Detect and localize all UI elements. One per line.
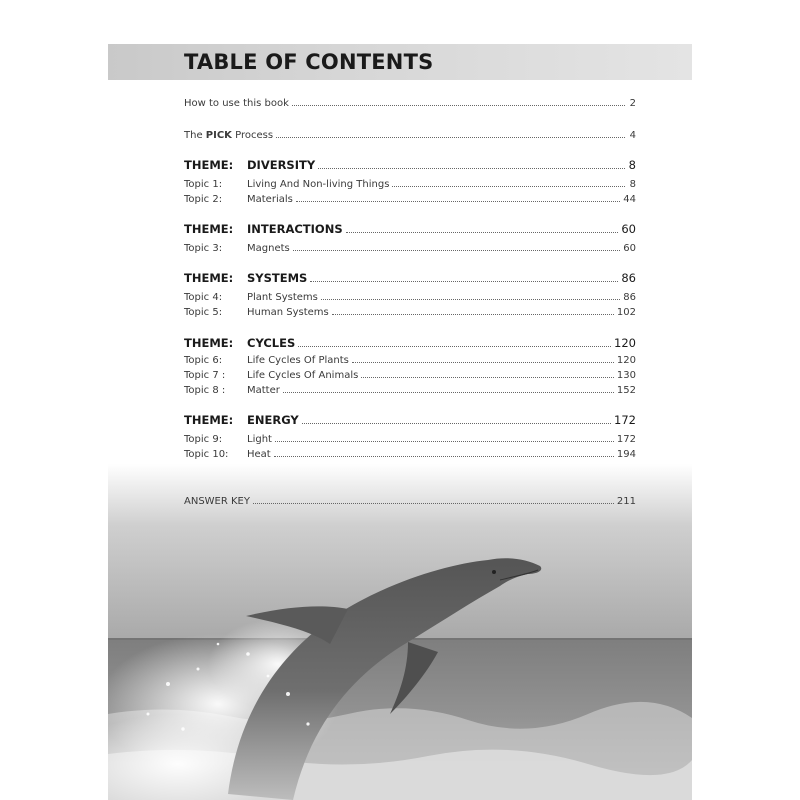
- topic-page: 102: [616, 307, 636, 318]
- theme-label: THEME:: [184, 336, 234, 350]
- topic-1[interactable]: [184, 176, 636, 190]
- theme-name: ENERGY: [247, 413, 299, 427]
- dot-leader: [253, 503, 614, 504]
- topic-page: 86: [623, 292, 636, 303]
- toc-entry-label-suffix: Process: [231, 130, 274, 141]
- topic-title: Human Systems: [247, 307, 329, 318]
- topic-number: Topic 3:: [184, 243, 223, 254]
- topic-7[interactable]: [184, 367, 636, 381]
- toc-entry-answer-key[interactable]: [184, 493, 636, 507]
- topic-2[interactable]: [184, 191, 636, 205]
- toc-entry-label: ANSWER KEY: [184, 496, 250, 507]
- topic-page: 44: [623, 194, 636, 205]
- toc-entry-label-prefix: The: [184, 130, 206, 141]
- topic-number: Topic 10:: [184, 449, 229, 460]
- topic-number: Topic 7 :: [184, 370, 226, 381]
- dot-leader: [392, 186, 625, 187]
- dot-leader: [332, 314, 614, 315]
- theme-name: DIVERSITY: [247, 158, 316, 172]
- topic-number: Topic 9:: [184, 434, 223, 445]
- topic-page: 8: [629, 179, 636, 190]
- toc-entry-page: 4: [629, 130, 636, 141]
- theme-page: 120: [614, 336, 636, 350]
- topic-3[interactable]: [184, 240, 636, 254]
- topic-page: 120: [616, 355, 636, 366]
- toc-entry-page: 2: [629, 98, 636, 109]
- topic-9[interactable]: [184, 431, 636, 445]
- page-title: TABLE OF CONTENTS: [184, 50, 434, 74]
- topic-page: 172: [616, 434, 636, 445]
- theme-label: THEME:: [184, 222, 234, 236]
- dot-leader: [293, 250, 621, 251]
- topic-title: Matter: [247, 385, 280, 396]
- topic-page: 194: [616, 449, 636, 460]
- dot-leader: [318, 168, 625, 169]
- dot-leader: [346, 232, 619, 233]
- topic-title: Life Cycles Of Animals: [247, 370, 359, 381]
- dot-leader: [361, 377, 614, 378]
- topic-title: Plant Systems: [247, 292, 318, 303]
- topic-number: Topic 4:: [184, 292, 223, 303]
- theme-label: THEME:: [184, 271, 234, 285]
- topic-4[interactable]: [184, 289, 636, 303]
- toc-entry-how-to-use[interactable]: [184, 95, 636, 109]
- dot-leader: [275, 441, 614, 442]
- dot-leader: [298, 346, 611, 347]
- topic-5[interactable]: [184, 304, 636, 318]
- dot-leader: [274, 456, 614, 457]
- topic-title: Light: [247, 434, 272, 445]
- theme-name: INTERACTIONS: [247, 222, 343, 236]
- toc-entry-pick-process[interactable]: [184, 127, 636, 141]
- topic-title: Life Cycles Of Plants: [247, 355, 349, 366]
- topic-title: Materials: [247, 194, 293, 205]
- dot-leader: [296, 201, 620, 202]
- theme-page: 86: [621, 271, 636, 285]
- topic-number: Topic 2:: [184, 194, 223, 205]
- theme-page: 60: [621, 222, 636, 236]
- topic-number: Topic 5:: [184, 307, 223, 318]
- theme-page: 8: [628, 158, 636, 172]
- toc-entry-page: 211: [616, 496, 636, 507]
- book-page: [108, 44, 692, 800]
- theme-name: SYSTEMS: [247, 271, 308, 285]
- topic-title: Heat: [247, 449, 271, 460]
- topic-title: Magnets: [247, 243, 290, 254]
- theme-systems[interactable]: [184, 269, 636, 285]
- toc-entry-label: How to use this book: [184, 98, 289, 109]
- theme-interactions[interactable]: [184, 220, 636, 236]
- topic-number: Topic 1:: [184, 179, 223, 190]
- theme-diversity[interactable]: [184, 156, 636, 172]
- topic-title: Living And Non-living Things: [247, 179, 390, 190]
- dolphin-photo: [108, 464, 692, 800]
- theme-energy[interactable]: [184, 411, 636, 427]
- topic-8[interactable]: [184, 382, 636, 396]
- topic-6[interactable]: [184, 352, 636, 366]
- topic-page: 152: [616, 385, 636, 396]
- dot-leader: [310, 281, 618, 282]
- theme-label: THEME:: [184, 413, 234, 427]
- dot-leader: [276, 137, 625, 138]
- header-band: [108, 44, 692, 80]
- dot-leader: [302, 423, 611, 424]
- topic-page: 130: [616, 370, 636, 381]
- topic-number: Topic 6:: [184, 355, 223, 366]
- toc-entry-label-bold: PICK: [205, 130, 232, 141]
- theme-name: CYCLES: [247, 336, 296, 350]
- dot-leader: [283, 392, 614, 393]
- theme-cycles[interactable]: [184, 334, 636, 350]
- dot-leader: [321, 299, 620, 300]
- dot-leader: [352, 362, 614, 363]
- dot-leader: [292, 105, 625, 106]
- topic-10[interactable]: [184, 446, 636, 460]
- theme-label: THEME:: [184, 158, 234, 172]
- topic-number: Topic 8 :: [184, 385, 226, 396]
- theme-page: 172: [614, 413, 636, 427]
- topic-page: 60: [623, 243, 636, 254]
